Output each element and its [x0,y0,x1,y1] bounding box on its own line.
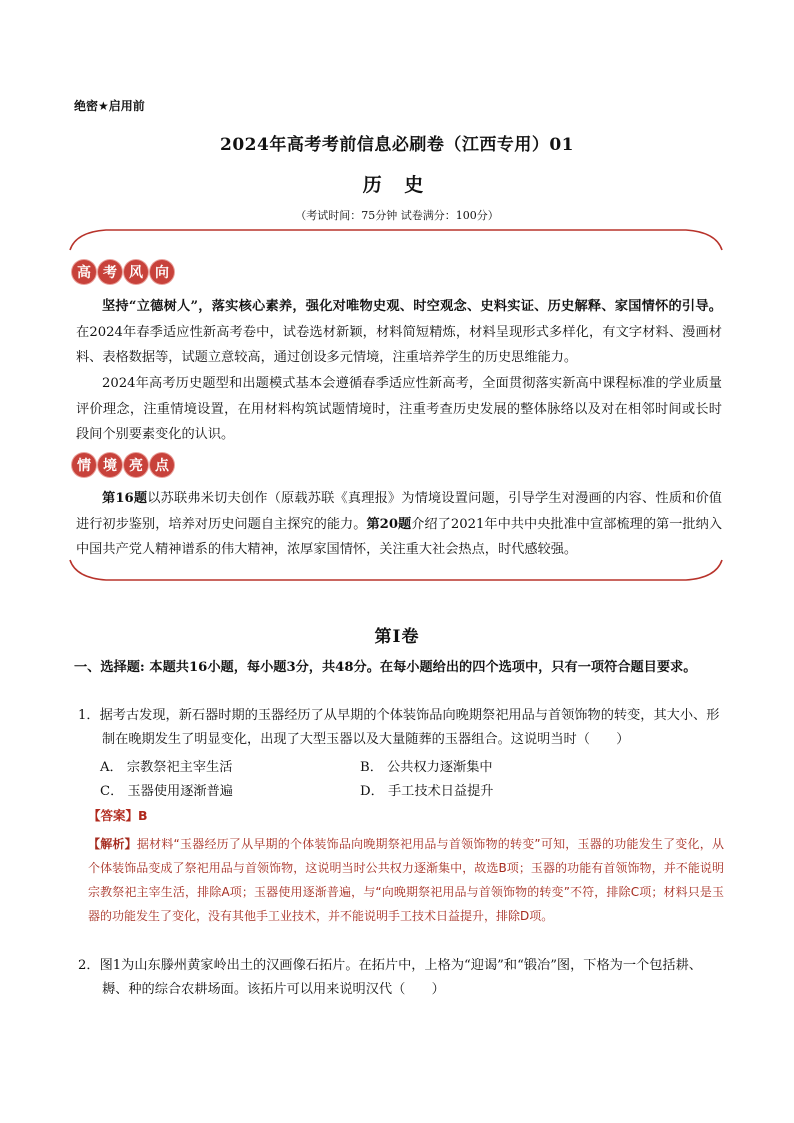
secret-label: 绝密★启用前 [74,99,145,113]
section-text-b: 选项中，只有一项符合题目要求。 [498,660,697,675]
analysis-body: 据材料“玉器经历了从早期的个体装饰品向晚期祭祀用品与首领饰物的转变”可知，玉器的功能发生了变化，从个体装饰品变成了祭祀用品与首领饰物，这说明当时公共权力逐渐集中，故选B项；玉器的功能有首领饰物，并不能说明宗教祭祀主宰生活，排除A项；玉器使用逐渐普遍，与“向晚期祭祀用品与首领饰物的转变”不符，排除C项；材料只是玉器的功能发生了变化，没有其他手工业技术，并不能说明手工技术日益提升，排除D项。 [88,837,724,923]
analysis-text [88,832,724,928]
option-d: D． 手工技术日益提升 [360,784,494,799]
volume-title: 第Ⅰ卷 [374,627,420,647]
q20-text: 介绍了2021年中共中央批准中宣部梳理的第一批纳入中国共产党人精神谱系的伟大精神，浓厚家国情怀，关注重大社会热点，时代感较强。 [76,516,723,557]
answer-label: 【答案】B [88,808,148,823]
trend-badge [72,260,174,284]
paper-title: 2024年高考考前信息必刷卷（江西专用）01 [220,135,574,155]
question-1 [78,704,724,752]
trend-paragraph-1 [76,294,722,371]
badge-char: 向 [150,260,174,284]
badge-char: 点 [150,453,174,477]
option-c: C． 玉器使用逐渐普遍 [100,784,233,799]
exam-info: （考试时间：75分钟 试卷满分：100分） [295,209,499,222]
q16-label: 第16题 [102,491,148,506]
option-a: A． 宗教祭祀主宰生活 [100,760,233,775]
q16-text: 以苏联弗米切夫创作（原载苏联《真理报》为情境设置问题，引导学生对漫画的内容、性质和价值进行初步鉴别，培养对历史问题自主探究的能力。 [76,491,722,532]
question-1-text: 1．据考古发现，新石器时期的玉器经历了从早期的个体装饰品向晚期祭祀用品与首领饰物的转变，其大小、形制在晚期发生了明显变化，出现了大型玉器以及大量随葬的玉器组合。这说明当时（ ） [78,708,720,747]
section-prefix: 一、选择题: [74,660,150,675]
option-b: B． 公共权力逐渐集中 [360,760,493,775]
badge-char: 亮 [124,453,148,477]
badge-char: 情 [72,453,96,477]
q20-label: 第20题 [366,516,412,532]
highlight-paragraph [76,486,722,563]
section-text-bold: 四个 [472,660,499,675]
section-heading [74,656,724,680]
trend-bold-text: 坚持“立德树人”，落实核心素养，强化对唯物史观、时空观念、史料实证、历史解释、家国情怀的引导。 [102,299,722,314]
trend-paragraph-2: 2024年高考历史题型和出题模式基本会遵循春季适应性新高考，全面贯彻落实新高中课程标准的学业质量评价理念，注重情境设置，在用材料构筑试题情境时，注重考查历史发展的整体脉络以及对在相邻时间或长时段间个别要素变化的认识。 [76,376,722,442]
section-text-a: 本题共16小题，每小题3分，共48分。在每小题给出的 [149,660,473,675]
question-2-text: 2．图1为山东滕州黄家岭出土的汉画像石拓片。在拓片中，上格为“迎谒”和“锻冶”图，下格为一个包括耕、耨、种的综合农耕场面。该拓片可以用来说明汉代（ ） [78,958,702,997]
badge-char: 考 [98,260,122,284]
trend-text: 在2024年春季适应性新高考卷中，试卷选材新颖，材料简短精炼，材料呈现形式多样化，有文字材料、漫画材料、表格数据等，试题立意较高，通过创设多元情境，注重培养学生的历史思维能力。 [76,324,722,365]
badge-char: 风 [124,260,148,284]
subject-title: 历 史 [362,174,432,196]
question-2 [78,954,724,1002]
analysis-label: 【解析】 [88,837,137,851]
highlight-badge [72,453,174,477]
badge-char: 高 [72,260,96,284]
badge-char: 境 [98,453,122,477]
